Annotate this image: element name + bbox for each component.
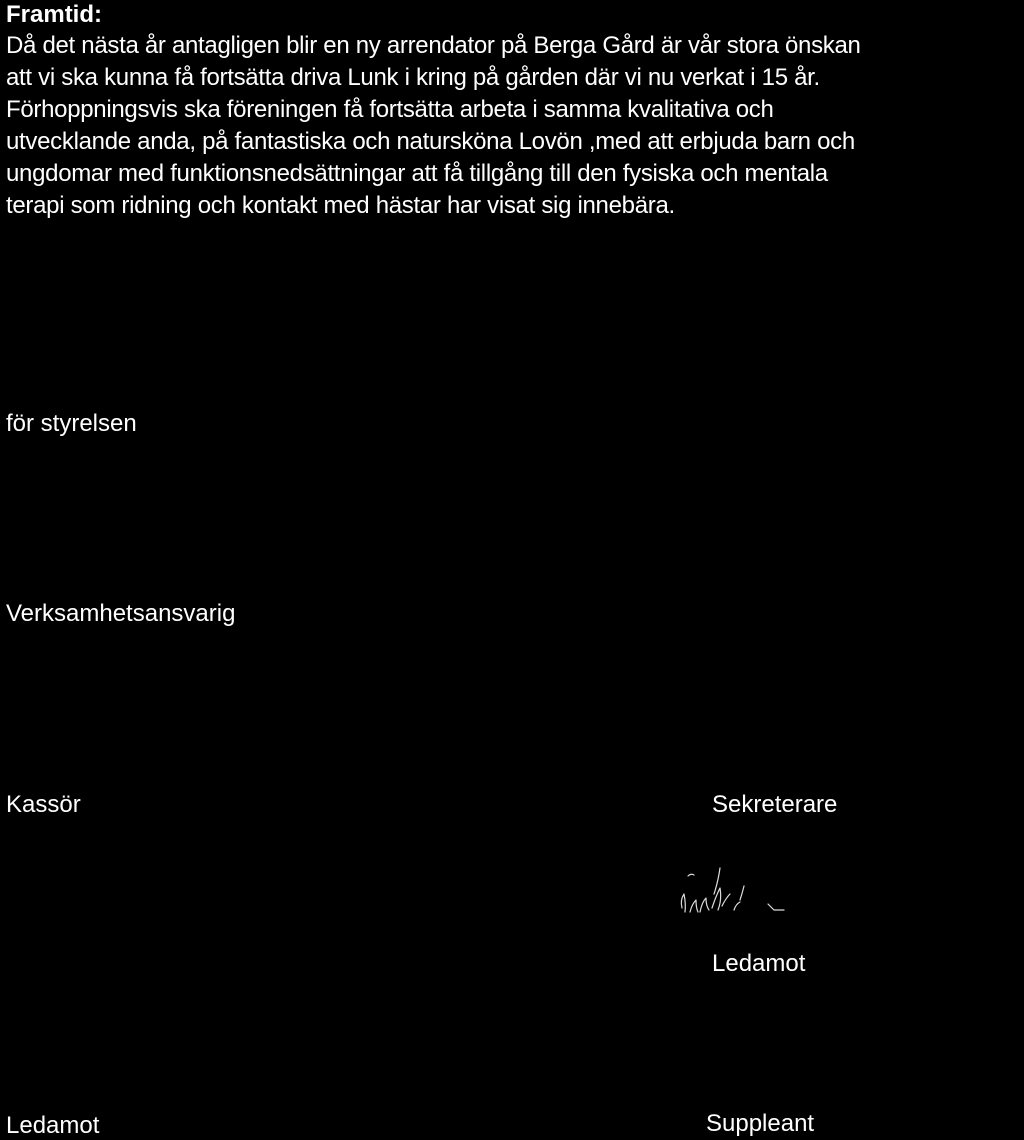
paragraph-line: att vi ska kunna få fortsätta driva Lunk i kring på gården där vi nu verkat i 15 år. [6,64,820,91]
member-signature-label-left: Ledamot [6,1112,100,1139]
paragraph-line: ungdomar med funktionsnedsättningar att få tillgång till den fysiska och mentala [6,160,828,187]
future-paragraph [6,30,1024,222]
paragraph-line: utvecklande anda, på fantastiska och natursköna Lovön ,med att erbjuda barn och [6,128,855,155]
for-board-label: för styrelsen [6,410,137,437]
secretary-signature-label: Sekreterare [712,791,838,818]
section-heading-future: Framtid: [6,1,102,28]
treasurer-signature-label: Kassör [6,791,81,818]
paragraph-line: Då det nästa år antagligen blir en ny arrendator på Berga Gård är vår stora önskan [6,32,861,59]
paragraph-line: Förhoppningsvis ska föreningen få fortsätta arbeta i samma kvalitativa och [6,96,774,123]
member-signature-label-right: Ledamot [712,950,806,977]
handwritten-signature [660,860,800,940]
deputy-signature-label: Suppleant [706,1110,815,1137]
manager-signature-label: Verksamhetsansvarig [6,600,236,627]
paragraph-line: terapi som ridning och kontakt med hästar har visat sig innebära. [6,192,675,219]
